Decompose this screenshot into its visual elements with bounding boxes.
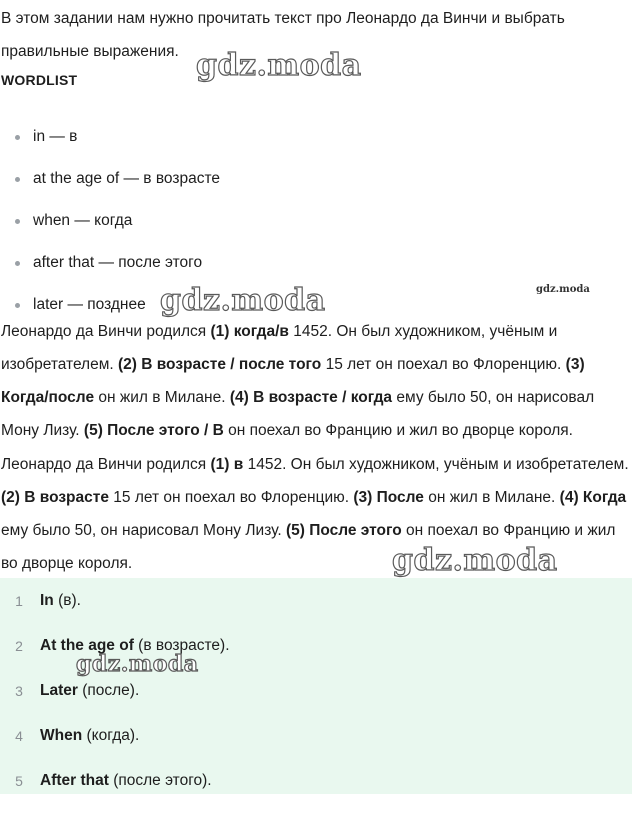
answer-bold: At the age of <box>40 636 134 654</box>
answer-bold: Later <box>40 681 78 699</box>
wordlist <box>0 116 220 326</box>
list-item <box>0 200 220 242</box>
text-segment: он жил в Милане. <box>423 489 560 506</box>
wordlist-item-text: later — позднее <box>33 296 146 313</box>
bullet-icon <box>15 177 20 182</box>
answer-number: 3 <box>15 682 23 699</box>
highlighted-phrase: (1) в <box>210 456 244 473</box>
answer-rest: (когда). <box>82 726 140 744</box>
text-segment: он поехал во Францию и жил во дворце короля. <box>223 422 573 439</box>
text-segment: Леонардо да Винчи родился <box>1 323 211 340</box>
text-segment: 1452. Он был художником, учёным и изобретателем. <box>1 323 558 373</box>
answer-rest: (после этого). <box>108 771 212 789</box>
answer-bold: In <box>40 591 54 609</box>
exercise-text <box>1 315 631 447</box>
highlighted-phrase: (2) В возрасте <box>1 489 109 506</box>
text-segment: 1452. Он был художником, учёным и изобретателем. <box>243 456 629 473</box>
list-item <box>0 242 220 284</box>
highlighted-phrase: (5) После этого <box>285 522 402 539</box>
bullet-icon <box>15 261 20 266</box>
answers-block <box>0 578 632 794</box>
bullet-icon <box>15 219 20 224</box>
list-item <box>0 116 220 158</box>
wordlist-item-text: in — в <box>33 128 78 145</box>
watermark-logo: gdz.moda <box>536 284 590 295</box>
answer-number: 1 <box>15 592 23 609</box>
list-item <box>0 158 220 200</box>
text-segment: ему было 50, он нарисовал Мону Лизу. <box>1 522 286 539</box>
answer-item <box>0 623 632 668</box>
wordlist-item-text: at the age of — в возрасте <box>33 170 220 187</box>
text-segment: он поехал во Францию и жил во дворце короля. <box>1 522 616 572</box>
text-segment: он жил в Милане. <box>94 389 230 406</box>
answer-item <box>0 668 632 713</box>
highlighted-phrase: (2) В возрасте / после того <box>117 356 322 373</box>
answer-text <box>1 448 631 580</box>
watermark-logo: gdz.moda <box>76 651 199 677</box>
answer-item <box>0 713 632 758</box>
answer-item <box>0 758 632 803</box>
bullet-icon <box>15 135 20 140</box>
text-segment: ему было 50, он нарисовал Мону Лизу. <box>1 389 595 439</box>
watermark-logo: gdz.moda <box>160 283 326 318</box>
wordlist-item-text: after that — после этого <box>33 254 203 271</box>
bullet-icon <box>15 303 20 308</box>
answer-number: 2 <box>15 637 23 654</box>
wordlist-heading: WORDLIST <box>1 72 78 88</box>
watermark-logo: gdz.moda <box>392 543 558 578</box>
answer-item <box>0 578 632 623</box>
text-segment: 15 лет он поехал во Флоренцию. <box>108 489 354 506</box>
highlighted-phrase: (3) Когда/после <box>1 356 585 406</box>
text-segment: Леонардо да Винчи родился <box>1 456 211 473</box>
watermark-logo: gdz.moda <box>196 48 362 83</box>
highlighted-phrase: (5) После этого / В <box>83 422 224 439</box>
highlighted-phrase: (3) После <box>353 489 424 506</box>
intro-text: В этом задании нам нужно прочитать текст про Леонардо да Винчи и выбрать правильные выражения. <box>1 10 565 60</box>
answer-bold: After that <box>40 771 109 789</box>
highlighted-phrase: (1) когда/в <box>210 323 289 340</box>
highlighted-phrase: (4) Когда <box>559 489 627 506</box>
answer-rest: (в возрасте). <box>133 636 230 654</box>
answer-number: 4 <box>15 727 23 744</box>
highlighted-phrase: (4) В возрасте / когда <box>229 389 393 406</box>
text-segment: 15 лет он поехал во Флоренцию. <box>321 356 566 373</box>
answer-rest: (после). <box>77 681 140 699</box>
answer-number: 5 <box>15 772 23 789</box>
wordlist-item-text: when — когда <box>33 212 133 229</box>
answer-rest: (в). <box>53 591 81 609</box>
answer-bold: When <box>40 726 83 744</box>
